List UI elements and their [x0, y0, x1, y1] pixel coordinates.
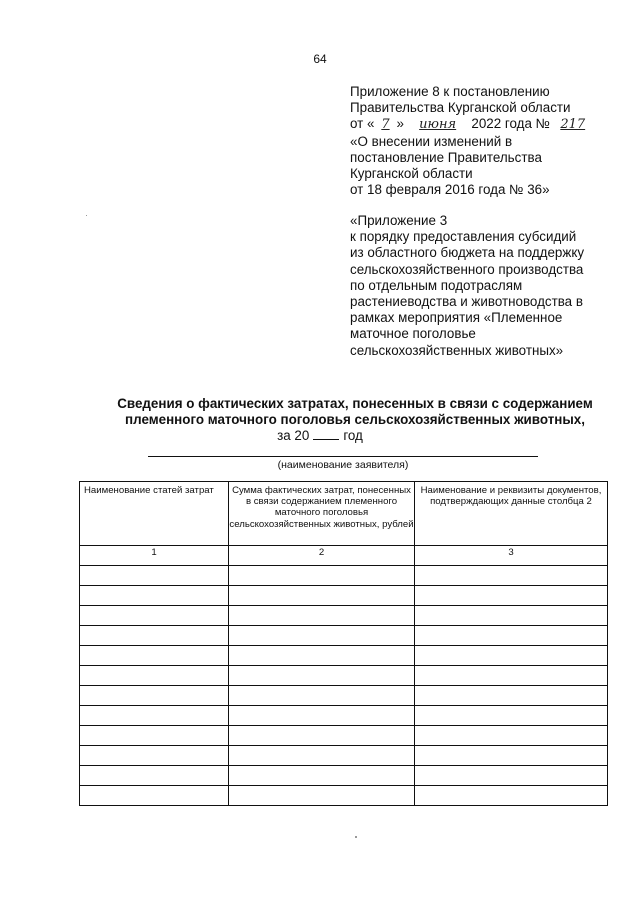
- table-cell: [80, 626, 229, 646]
- table-cell: [80, 726, 229, 746]
- table-cell: [80, 586, 229, 606]
- applicant-name-line: [148, 456, 538, 457]
- table-cell: [415, 706, 608, 726]
- table-row: [80, 646, 608, 666]
- header-actual-costs: Сумма фактических затрат, понесенных в связи содержанием племенного маточного поголовья сельскохозяйственных животных, рублей: [229, 482, 415, 546]
- handwritten-day: 7: [381, 117, 390, 133]
- table-cell: [80, 686, 229, 706]
- table-header-row: [80, 482, 608, 546]
- table-cell: [229, 666, 415, 686]
- year-blank: [313, 428, 339, 440]
- appendix-line: «О внесении изменений в: [350, 133, 513, 149]
- document-title: [60, 396, 640, 428]
- table-cell: [80, 606, 229, 626]
- handwritten-number: 217: [560, 117, 586, 133]
- table-cell: [229, 726, 415, 746]
- table-cell: [415, 726, 608, 746]
- table-cell: [229, 626, 415, 646]
- appendix-line: Приложение 8 к постановлению: [350, 84, 550, 99]
- header-cost-items: Наименование статей затрат: [80, 482, 229, 546]
- table-row: [80, 606, 608, 626]
- table-cell: [415, 766, 608, 786]
- scan-speck: [86, 215, 87, 216]
- title-line: племенного маточного поголовья сельскохозяйственных животных,: [125, 412, 585, 427]
- appendix-ref-line: сельскохозяйственных животных»: [350, 342, 564, 358]
- table-cell: [80, 706, 229, 726]
- table-cell: [229, 706, 415, 726]
- date-mid: »: [396, 116, 404, 132]
- table-cell: [229, 746, 415, 766]
- table-cell: [229, 586, 415, 606]
- table-cell: [229, 786, 415, 806]
- table-cell: [229, 606, 415, 626]
- table-cell: [80, 766, 229, 786]
- table-cell: [415, 666, 608, 686]
- appendix-ref-line: рамках мероприятия «Племенное: [350, 310, 563, 326]
- header-documents: Наименование и реквизиты документов, подтверждающих данные столбца 2: [415, 482, 608, 546]
- appendix-ref-line: из областного бюджета на поддержку: [350, 245, 585, 261]
- table-cell: [80, 746, 229, 766]
- table-row: [80, 586, 608, 606]
- table-cell: [229, 686, 415, 706]
- table-cell: [80, 786, 229, 806]
- date-year: 2022 года №: [471, 116, 550, 132]
- appendix-date-line: [350, 116, 620, 133]
- table-cell: [80, 646, 229, 666]
- column-number: 2: [229, 546, 415, 566]
- table-row: [80, 666, 608, 686]
- scan-speck: [355, 836, 357, 838]
- table-cell: [415, 746, 608, 766]
- table-cell: [415, 606, 608, 626]
- appendix-ref-line: к порядку предоставления субсидий: [350, 229, 577, 245]
- appendix-ref-line: «Приложение 3: [350, 213, 448, 228]
- appendix-ref-line: маточное поголовье: [350, 326, 476, 342]
- table-cell: [415, 586, 608, 606]
- table-cell: [415, 646, 608, 666]
- table-cell: [415, 626, 608, 646]
- column-number: 3: [415, 546, 608, 566]
- table-row: [80, 626, 608, 646]
- year-prefix: за 20: [277, 428, 310, 443]
- applicant-caption: (наименование заявителя): [277, 459, 409, 471]
- table-row: [80, 566, 608, 586]
- table-cell: [229, 566, 415, 586]
- page-number: 64: [313, 52, 327, 66]
- table-cell: [415, 686, 608, 706]
- table-cell: [415, 566, 608, 586]
- table-cell: [229, 646, 415, 666]
- appendix-line: Курганской области: [350, 166, 473, 182]
- title-line: Сведения о фактических затратах, понесенных в связи с содержанием: [117, 396, 593, 411]
- year-line: [0, 428, 640, 443]
- appendix-line: от 18 февраля 2016 года № 36»: [350, 182, 550, 198]
- handwritten-month: июня: [419, 117, 457, 133]
- appendix-ref-line: по отдельным подотраслям: [350, 277, 523, 293]
- appendix-line: постановление Правительства: [350, 149, 542, 165]
- appendix-line: Правительства Курганской области: [350, 100, 571, 116]
- table-cell: [80, 566, 229, 586]
- table-cell: [80, 666, 229, 686]
- appendix-header: [350, 84, 620, 198]
- table-row: [80, 746, 608, 766]
- table-cell: [229, 766, 415, 786]
- table-row: [80, 726, 608, 746]
- table-row: [80, 786, 608, 806]
- year-suffix: год: [343, 428, 363, 443]
- appendix-ref-line: сельскохозяйственного производства: [350, 261, 584, 277]
- table-row: [80, 766, 608, 786]
- table-row: [80, 706, 608, 726]
- table-row: [80, 686, 608, 706]
- expenses-table: [79, 481, 608, 806]
- table-column-numbers: [80, 546, 608, 566]
- appendix-ref-line: растениеводства и животноводства в: [350, 294, 583, 310]
- table-cell: [415, 786, 608, 806]
- column-number: 1: [80, 546, 229, 566]
- appendix-reference: [350, 213, 620, 359]
- date-prefix: от «: [350, 116, 375, 132]
